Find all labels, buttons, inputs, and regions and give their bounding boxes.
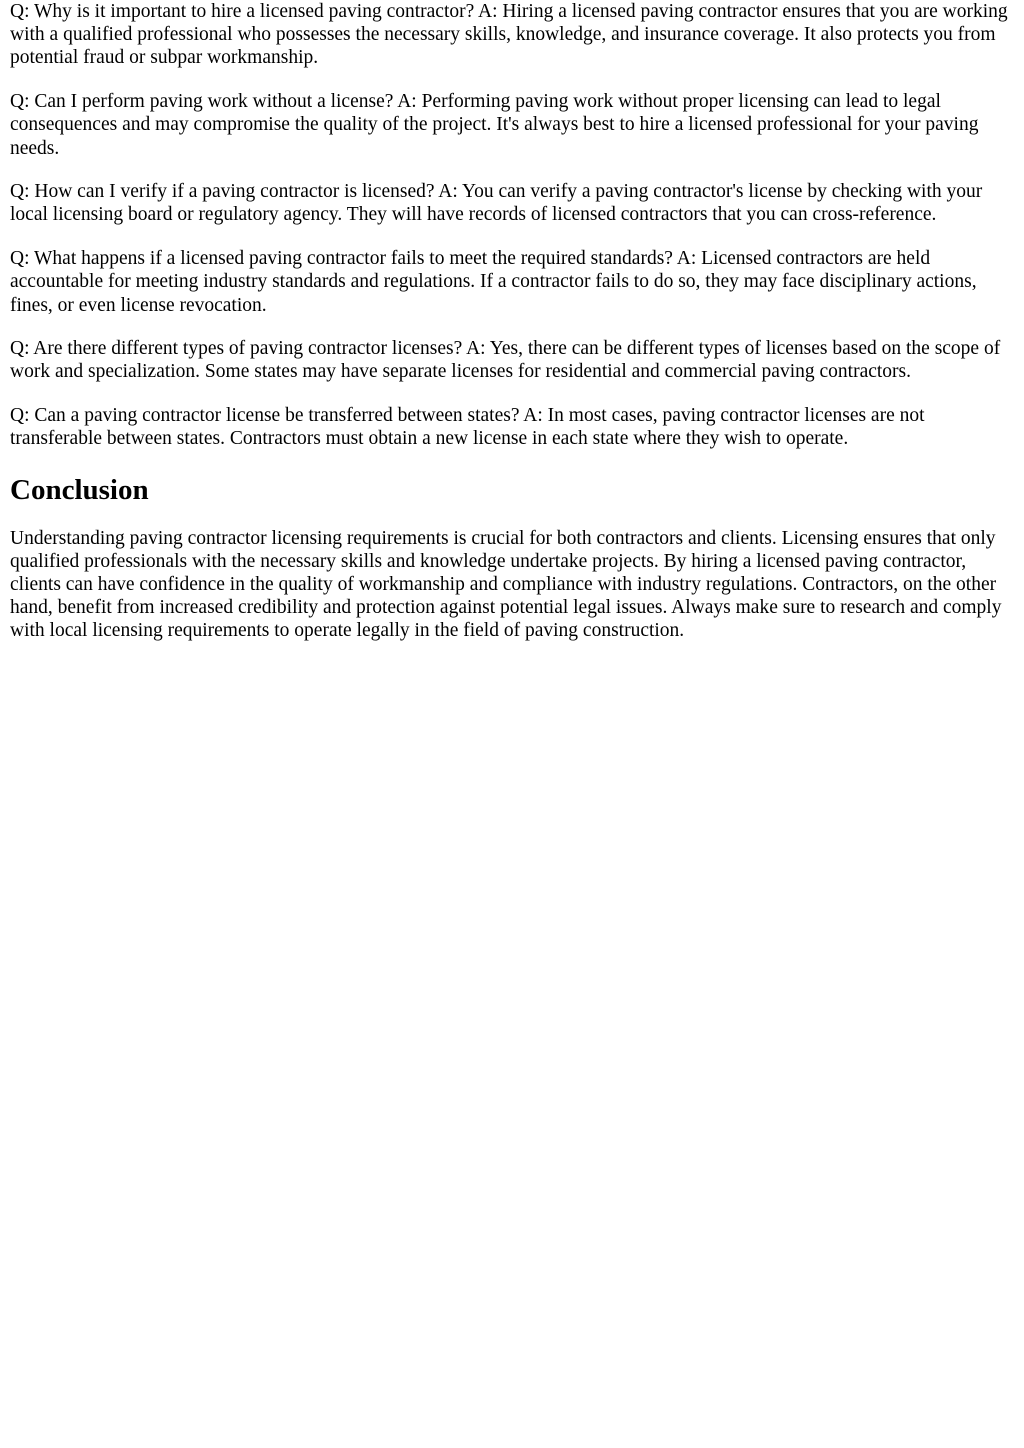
document-page (0, 0, 1024, 643)
faq-item-verify-license: Q: How can I verify if a paving contractor is licensed? A: You can verify a paving contractor's license by checking with your local licensing board or regulatory agency. They will have records of licensed contractors that you can cross-reference. (10, 181, 983, 226)
conclusion-paragraph: Understanding paving contractor licensing requirements is crucial for both contractors and clients. Licensing ensures that only qualified professionals with the necessary skills and knowledge undertake projects. By hiring a licensed paving contractor, clients can have confidence in the quality of workmanship and compliance with industry regulations. Contractors, on the other hand, benefit from increased credibility and protection against potential legal issues. Always make sure to research and comply with local licensing requirements to operate legally in the field of paving construction. (10, 527, 1002, 642)
faq-item-license-types: Q: Are there different types of paving contractor licenses? A: Yes, there can be different types of licenses based on the scope of work and specialization. Some states may have separate licenses for residential and commercial paving contractors. (10, 338, 1001, 383)
conclusion-heading: Conclusion (10, 473, 149, 506)
faq-list (10, 0, 1014, 451)
faq-item-fails-standards: Q: What happens if a licensed paving contractor fails to meet the required standards? A: Licensed contractors are held accountable for meeting industry standards and regulations. If a contractor fails to do so, they may face disciplinary actions, fines, or even license revocation. (10, 248, 977, 316)
faq-item-without-license: Q: Can I perform paving work without a license? A: Performing paving work without proper licensing can lead to legal consequences and may compromise the quality of the project. It's always best to hire a licensed professional for your paving needs. (10, 91, 979, 159)
faq-item-hire-licensed: Q: Why is it important to hire a licensed paving contractor? A: Hiring a licensed paving contractor ensures that you are working with a qualified professional who possesses the necessary skills, knowledge, and insurance coverage. It also protects you from potential fraud or subpar workmanship. (10, 1, 1008, 69)
faq-item-transfer-states: Q: Can a paving contractor license be transferred between states? A: In most cases, paving contractor licenses are not transferable between states. Contractors must obtain a new license in each state where they wish to operate. (10, 405, 925, 450)
